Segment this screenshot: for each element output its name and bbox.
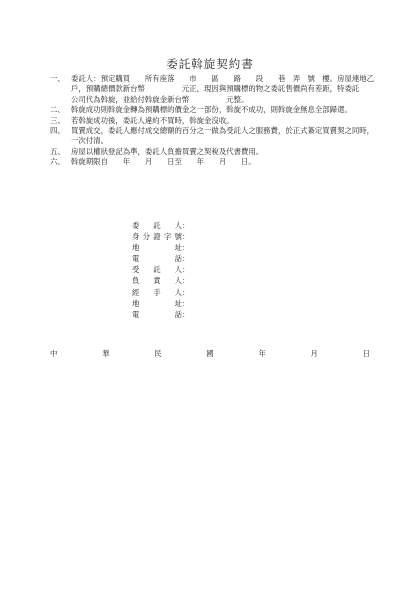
clause-number: 二、 <box>50 105 65 115</box>
signature-field-id-number <box>132 231 190 242</box>
signature-field-address <box>132 242 190 253</box>
field-label: 地址 <box>132 298 182 308</box>
date-char: 民 <box>154 349 162 358</box>
signature-field-agent-address <box>132 298 190 309</box>
clause-4 <box>50 126 380 147</box>
clause-number: 六、 <box>50 157 65 167</box>
clause-number: 一、 <box>50 74 65 83</box>
clause-text: 斡旋成功則斡旋金轉為預購標的價金之一部份，斡旋不成功，則斡旋金無息全部歸還。 <box>71 105 352 115</box>
field-colon: ： <box>182 265 190 275</box>
clause-5 <box>50 147 380 157</box>
field-colon: ： <box>182 254 190 264</box>
field-colon: ： <box>182 276 190 286</box>
field-label: 電話 <box>132 309 182 319</box>
date-char: 國 <box>206 349 214 358</box>
field-label: 地址 <box>132 243 182 253</box>
field-colon: ： <box>182 243 190 253</box>
signature-field-handler <box>132 287 190 298</box>
date-char: 中 <box>50 349 58 358</box>
clause-text: 若斡旋成功後，委託人違約不買時，斡旋金沒收。 <box>71 115 234 125</box>
signature-field-agent-phone <box>132 309 190 320</box>
clause-text: 房屋以權狀登記為準，委託人負擔買賣之契稅及代書費用。 <box>71 146 264 156</box>
field-label: 電話 <box>132 254 182 264</box>
field-label: 身分證字號 <box>132 232 182 242</box>
clause-text: 斡旋期限自 年 月 日至 年 月 日。 <box>71 157 256 167</box>
field-colon: ： <box>182 309 190 319</box>
clause-list <box>50 74 397 168</box>
clause-3 <box>50 116 380 126</box>
field-label: 負責人 <box>132 276 182 286</box>
date-month: 月 <box>310 349 318 358</box>
date-day: 日 <box>362 349 370 358</box>
signature-block <box>132 220 190 320</box>
field-colon: ： <box>182 287 190 297</box>
signature-field-agent <box>132 264 190 275</box>
field-colon: ： <box>182 232 190 242</box>
date-year: 年 <box>258 349 266 358</box>
clause-text: 買賣成交，委託人應付成交總額的百分之一做為受託人之服務費，於正式簽定買賣契之同時，一次付清。 <box>71 126 375 146</box>
date-line <box>50 348 370 359</box>
clause-number: 三、 <box>50 115 65 125</box>
field-colon: ： <box>182 298 190 308</box>
document-title: 委託斡旋契約書 <box>166 57 254 71</box>
field-label: 委託人 <box>132 221 182 230</box>
date-char: 華 <box>102 349 110 358</box>
signature-field-person-in-charge <box>132 275 190 286</box>
clause-6 <box>50 157 380 167</box>
clause-1 <box>50 74 397 105</box>
signature-field-phone <box>132 253 190 264</box>
clause-text: 委託人：預定購買 所有座落 市 區 路 段 巷 弄 號 樓。房屋連地乙戶，預購總價款新台幣 元正，現因與預購標的物之委託售價尚有差距，特委託 公司代為斡旋，並給付斡旋金新台幣 元整。 <box>71 74 397 104</box>
clause-number: 四、 <box>50 126 65 136</box>
clause-2 <box>50 105 380 115</box>
clause-number: 五、 <box>50 146 65 156</box>
field-label: 經手人 <box>132 287 182 297</box>
signature-field-client <box>132 220 190 231</box>
field-colon: ： <box>182 221 190 230</box>
field-label: 受託人 <box>132 265 182 275</box>
